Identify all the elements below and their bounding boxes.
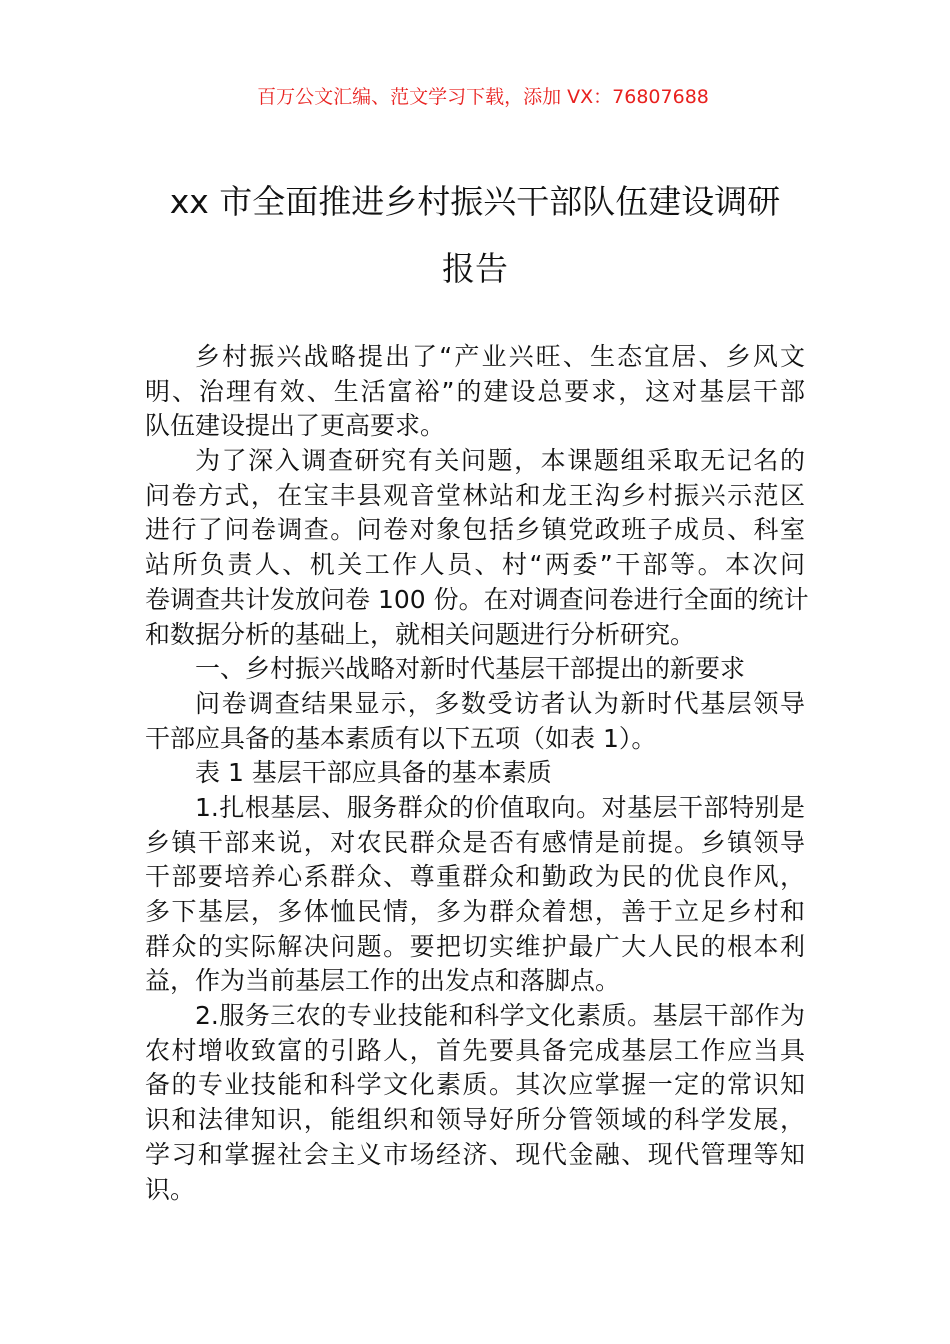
paragraph-line: 问卷调查结果显示，多数受访者认为新时代基层领导 [195, 688, 805, 718]
paragraph-line: 问卷方式，在宝丰县观音堂林站和龙王沟乡村振兴示范区 [145, 480, 805, 510]
paragraph [145, 791, 805, 999]
paragraph-line: 群众的实际解决问题。要把切实维护最广大人民的根本利 [145, 931, 805, 961]
paragraph-line: 农村增收致富的引路人，首先要具备完成基层工作应当具 [145, 1035, 805, 1065]
paragraph-line: 1.扎根基层、服务群众的价值取向。对基层干部特别是 [195, 792, 805, 822]
paragraph [145, 756, 805, 791]
paragraph-line: 为了深入调查研究有关问题，本课题组采取无记名的 [195, 446, 805, 476]
paragraph-line: 队伍建设提出了更高要求。 [145, 411, 446, 441]
paragraph-line: 多下基层，多体恤民情，多为群众着想，善于立足乡村和 [145, 897, 805, 926]
paragraph [145, 652, 805, 687]
paragraph-line: 识。 [145, 1174, 196, 1204]
paragraph-line: 识和法律知识，能组织和领导好所分管领域的科学发展， [145, 1105, 805, 1135]
document-body [145, 340, 809, 1207]
paragraph [145, 444, 809, 652]
paragraph-line: 站所负责人、机关工作人员、村“两委”干部等。本次问 [145, 550, 805, 580]
watermark-header: 百万公文汇编、范文学习下载，添加 VX：76807688 [257, 86, 709, 108]
paragraph-line: 一、乡村振兴战略对新时代基层干部提出的新要求 [195, 654, 746, 684]
paragraph-line: 干部要培养心系群众、尊重群众和勤政为民的优良作风， [145, 862, 805, 892]
paragraph-line: 干部应具备的基本素质有以下五项（如表 1）。 [145, 723, 657, 753]
paragraph-line: 乡镇干部来说，对农民群众是否有感情是前提。乡镇领导 [145, 827, 805, 857]
paragraph-line: 和数据分析的基础上，就相关问题进行分析研究。 [145, 619, 696, 649]
paragraph-line: 明、治理有效、生活富裕”的建设总要求，这对基层干部 [145, 376, 805, 406]
paragraph-line: 益，作为当前基层工作的出发点和落脚点。 [145, 966, 621, 996]
document-title-line-2: 报告 [442, 249, 508, 288]
paragraph-line: 乡村振兴战略提出了“产业兴旺、生态宜居、乡风文 [195, 342, 805, 371]
paragraph-line: 2.服务三农的专业技能和科学文化素质。基层干部作为 [195, 1001, 805, 1031]
document-title-line-1: xx 市全面推进乡村振兴干部队伍建设调研 [169, 182, 781, 221]
paragraph-line: 表 1 基层干部应具备的基本素质 [195, 758, 552, 788]
paragraph [145, 999, 805, 1207]
paragraph-line: 备的专业技能和科学文化素质。其次应掌握一定的常识知 [145, 1070, 805, 1100]
paragraph-line: 学习和掌握社会主义市场经济、现代金融、现代管理等知 [145, 1139, 805, 1169]
paragraph [145, 687, 805, 756]
paragraph-line: 进行了问卷调查。问卷对象包括乡镇党政班子成员、科室 [145, 515, 805, 545]
paragraph [145, 340, 805, 444]
paragraph-line: 卷调查共计发放问卷 100 份。在对调查问卷进行全面的统计 [145, 584, 809, 614]
